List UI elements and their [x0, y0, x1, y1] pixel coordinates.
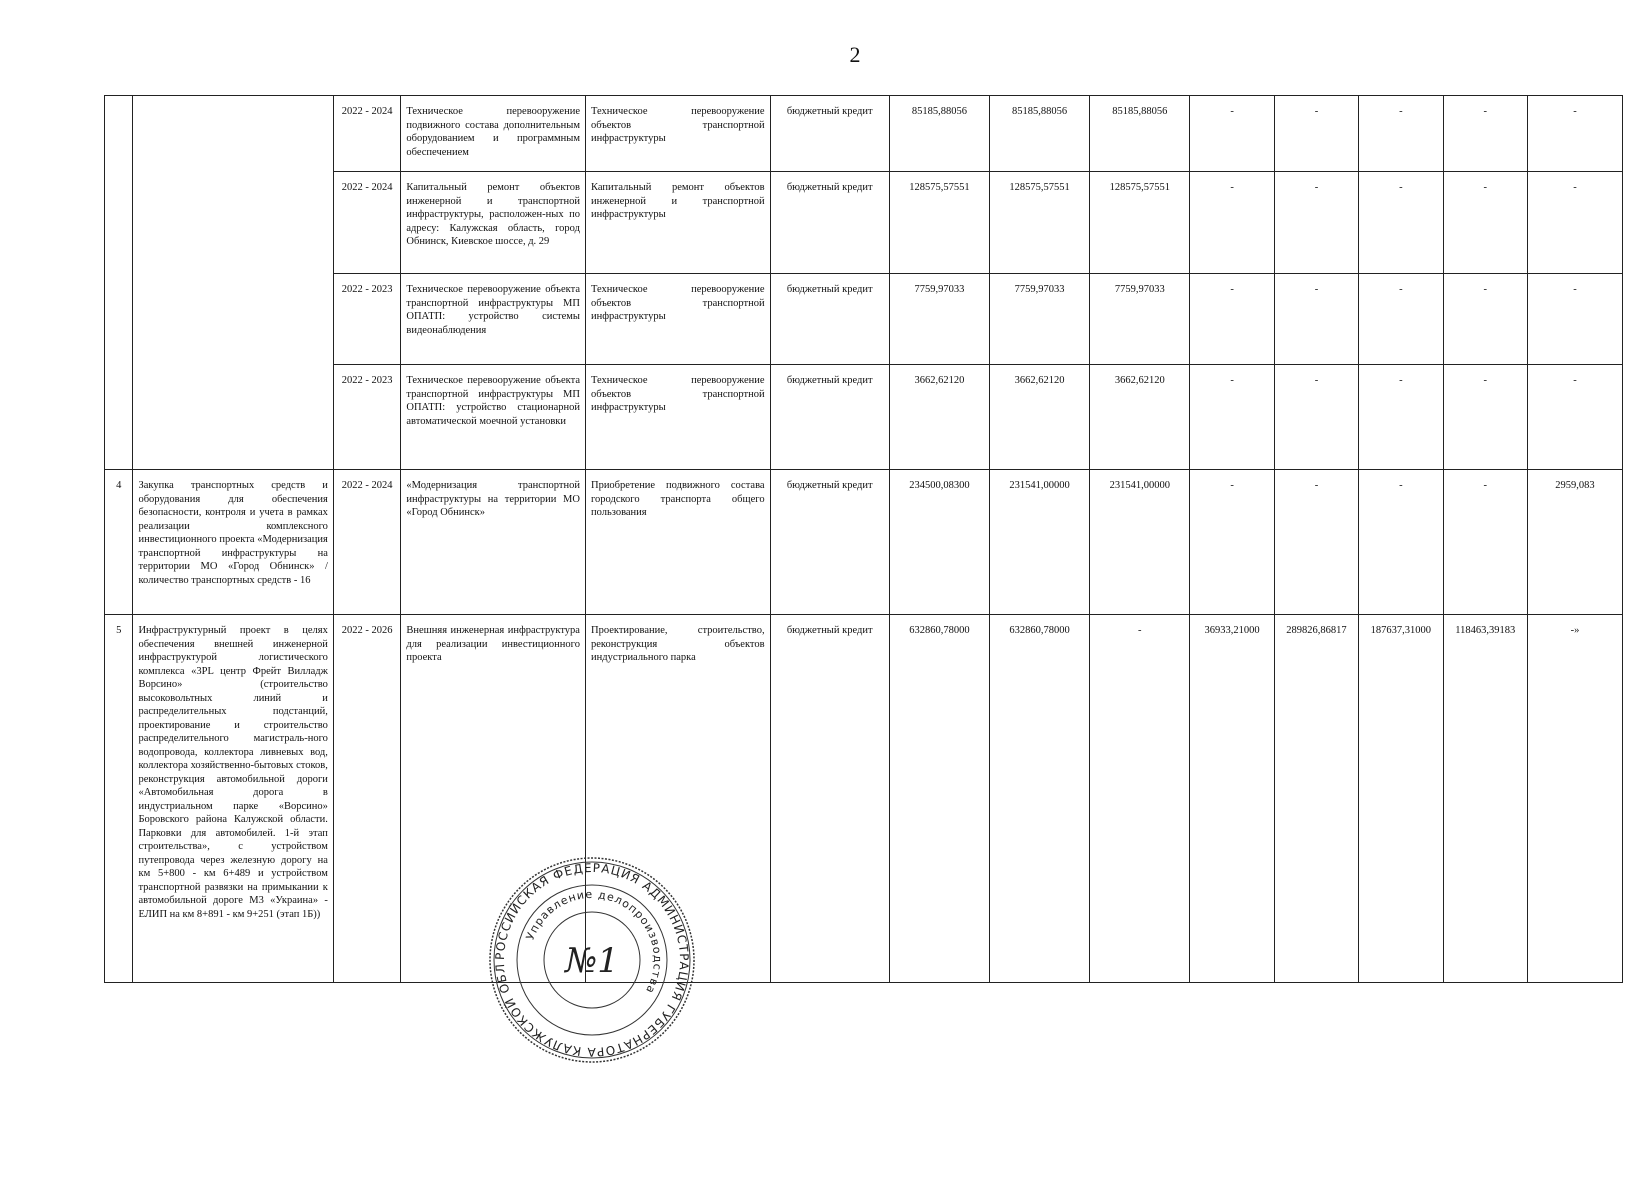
period-cell: 2022 - 2024: [333, 470, 401, 615]
object-cell: Внешняя инженерная инфраструктура для реализации инвестиционного проекта: [401, 615, 586, 983]
period-cell: 2022 - 2023: [333, 365, 401, 470]
direction-cell: Приобретение подвижного состава городского транспорта общего пользования: [585, 470, 770, 615]
value-cell: 128575,57551: [989, 172, 1089, 274]
value-cell: -: [1527, 365, 1622, 470]
value-cell: 85185,88056: [889, 96, 989, 172]
value-cell: -: [1190, 96, 1274, 172]
period-cell: 2022 - 2026: [333, 615, 401, 983]
direction-cell: Капитальный ремонт объектов инженерной и транспортной инфраструктуры: [585, 172, 770, 274]
value-cell: 187637,31000: [1359, 615, 1443, 983]
value-cell: 289826,86817: [1274, 615, 1358, 983]
table-row: [105, 96, 1623, 172]
value-cell: 36933,21000: [1190, 615, 1274, 983]
value-cell: -: [1274, 274, 1358, 365]
value-cell: 632860,78000: [989, 615, 1089, 983]
value-cell: 3662,62120: [1090, 365, 1190, 470]
value-cell: 231541,00000: [989, 470, 1089, 615]
source-cell: бюджетный кредит: [770, 470, 889, 615]
value-cell: -: [1274, 172, 1358, 274]
row-number-cell: [105, 96, 133, 470]
source-cell: бюджетный кредит: [770, 615, 889, 983]
value-cell: 85185,88056: [989, 96, 1089, 172]
value-cell: 632860,78000: [889, 615, 989, 983]
value-cell: -: [1527, 96, 1622, 172]
seal-outer-text: РОССИЙСКАЯ ФЕДЕРАЦИЯ АДМИНИСТРАЦИЯ ГУБЕРНАТОРА КАЛУЖСКОЙ ОБЛ: [492, 860, 692, 1060]
value-cell: -: [1443, 274, 1527, 365]
value-cell: 128575,57551: [1090, 172, 1190, 274]
value-cell: -: [1443, 96, 1527, 172]
value-cell: -: [1359, 365, 1443, 470]
object-cell: Техническое перевооружение объекта транспортной инфраструктуры МП ОПАТП: устройство стационарной автоматической моечной установки: [401, 365, 586, 470]
value-cell: -: [1274, 470, 1358, 615]
value-cell: -: [1359, 172, 1443, 274]
source-cell: бюджетный кредит: [770, 365, 889, 470]
value-cell: -: [1359, 274, 1443, 365]
object-cell: «Модернизация транспортной инфраструктуры на территории МО «Город Обнинск»: [401, 470, 586, 615]
value-cell: 2959,083: [1527, 470, 1622, 615]
program-table: [104, 95, 1623, 983]
value-cell: -: [1190, 365, 1274, 470]
value-cell: -: [1443, 365, 1527, 470]
project-name-cell: Закупка транспортных средств и оборудования для обеспечения безопасности, контроля и учета в рамках реализации комплексного инвестиционного проекта «Модернизация транспортной инфраструктуры на территории МО «Город Обнинск» / количество транспортных средств - 16: [133, 470, 333, 615]
table-row: [105, 615, 1623, 983]
row-number-cell: 4: [105, 470, 133, 615]
project-name-cell: [133, 96, 333, 470]
period-cell: 2022 - 2023: [333, 274, 401, 365]
seal-graphic: [487, 855, 697, 1065]
value-cell: -: [1443, 470, 1527, 615]
value-cell: -: [1274, 365, 1358, 470]
page-number: 2: [849, 42, 861, 67]
table-row: [105, 470, 1623, 615]
value-cell: 7759,97033: [889, 274, 989, 365]
value-cell: -: [1527, 172, 1622, 274]
value-cell: 3662,62120: [889, 365, 989, 470]
row-number-cell: 5: [105, 615, 133, 983]
direction-cell: Техническое перевооружение объектов транспортной инфраструктуры: [585, 274, 770, 365]
direction-cell: Техническое перевооружение объектов транспортной инфраструктуры: [585, 96, 770, 172]
official-seal-stamp: [487, 855, 697, 1065]
value-cell: -: [1443, 172, 1527, 274]
value-cell: -: [1190, 172, 1274, 274]
value-cell: 3662,62120: [989, 365, 1089, 470]
object-cell: Капитальный ремонт объектов инженерной и транспортной инфраструктуры, расположен-ных по адресу: Калужская область, город Обнинск, Киевское шоссе, д. 29: [401, 172, 586, 274]
value-cell: 85185,88056: [1090, 96, 1190, 172]
value-cell: 234500,08300: [889, 470, 989, 615]
value-cell: -: [1359, 96, 1443, 172]
value-cell: 7759,97033: [1090, 274, 1190, 365]
direction-cell: Проектирование, строительство, реконструкция объектов индустриального парка: [585, 615, 770, 983]
value-cell: -: [1190, 274, 1274, 365]
direction-cell: Техническое перевооружение объектов транспортной инфраструктуры: [585, 365, 770, 470]
object-cell: Техническое перевооружение объекта транспортной инфраструктуры МП ОПАТП: устройство системы видеонаблюдения: [401, 274, 586, 365]
object-cell: Техническое перевооружение подвижного состава дополнительным оборудованием и программным обеспечением: [401, 96, 586, 172]
value-cell: -: [1274, 96, 1358, 172]
project-name-cell: Инфраструктурный проект в целях обеспечения внешней инженерной инфраструктурой логистического комплекса «3PL центр Фрейт Вилладж Ворсино» (строительство высоковольтных линий и распределительных подстанций, проектирование и строительство распределительного магистраль-ного водопровода, коллектора ливневых вод, коллектора хозяйственно-бытовых стоков, реконструкция автомобильной дороги «Автомобильная дорога в индустриальном парке «Ворсино» Боровского района Калужской области. Парковки для автомобилей. 1-й этап строительства», с устройством путепровода через железную дорогу на км 5+800 - км 6+489 и устройством транспортной развязки на примыкании к автомобильной дороге М3 «Украина» - ЕЛИП на км 8+891 - км 9+251 (этап 1Б)): [133, 615, 333, 983]
value-cell: -: [1090, 615, 1190, 983]
seal-inner-text: Управление делопроизводства: [523, 887, 665, 997]
period-cell: 2022 - 2024: [333, 172, 401, 274]
value-cell: 231541,00000: [1090, 470, 1190, 615]
value-cell: -: [1527, 274, 1622, 365]
source-cell: бюджетный кредит: [770, 96, 889, 172]
source-cell: бюджетный кредит: [770, 274, 889, 365]
value-cell: -: [1359, 470, 1443, 615]
value-cell: 7759,97033: [989, 274, 1089, 365]
value-cell: 118463,39183: [1443, 615, 1527, 983]
seal-center-text: №1: [565, 941, 619, 981]
value-cell: -: [1190, 470, 1274, 615]
period-cell: 2022 - 2024: [333, 96, 401, 172]
value-cell: 128575,57551: [889, 172, 989, 274]
value-cell: -»: [1527, 615, 1622, 983]
source-cell: бюджетный кредит: [770, 172, 889, 274]
